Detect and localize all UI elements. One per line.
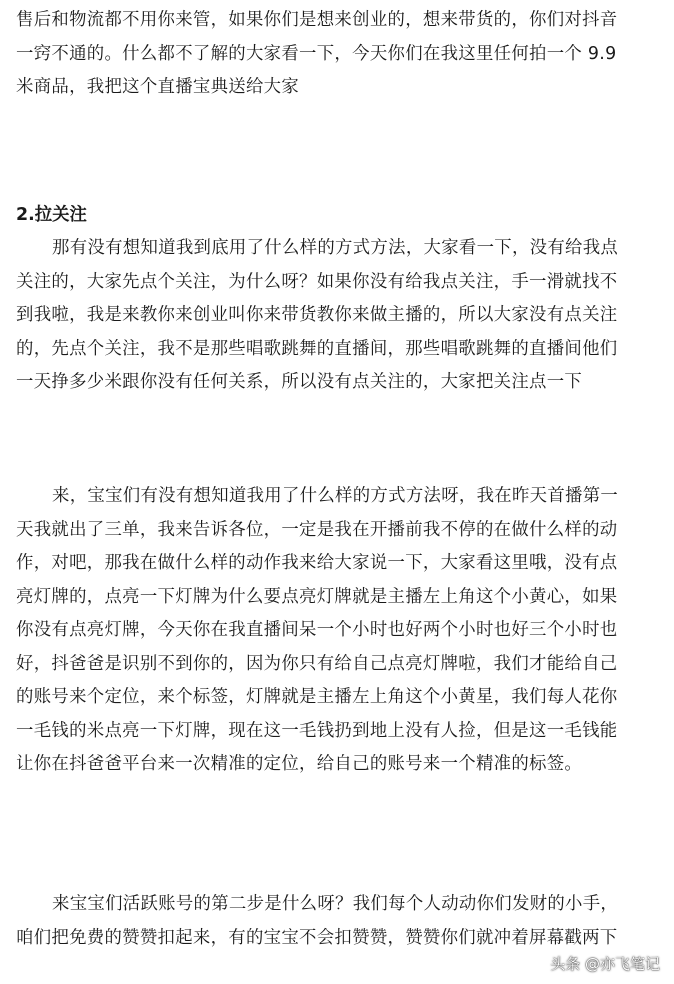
paragraph-3: 来，宝宝们有没有想知道我用了什么样的方式方法呀，我在昨天首播第一 天我就出了三单，我来告诉各位，一定是我在开播前我不停的在做什么样的动 作，对吧，那我在做什么样的动作我来给大家说一下，大家看这里哦，没有点 亮灯牌的，点亮一下灯牌为什么要点亮灯牌就是主播左上角这个小黄心，如果 你没有点亮灯牌，今天你在我直播间呆一个小时也好两个小时也好三个小时也 好，抖爸爸是识别不到你的，因为你只有给自己点亮灯牌啦，我们才能给自己 的账号来个定位，来个标签，灯牌就是主播左上角这个小黄星，我们每人花你 一毛钱的米点亮一下灯牌，现在这一毛钱扔到地上没有人捡，但是这一毛钱能 让你在抖爸爸平台来一次精准的定位，给自己的账号来一个精准的标签。	[16, 486, 619, 774]
section-heading: 2.拉关注	[16, 205, 87, 225]
paragraph-2: 那有没有想知道我到底用了什么样的方式方法，大家看一下，没有给我点 关注的，大家先点个关注，为什么呀？如果你没有给我点关注，手一滑就找不 到我啦，我是来教你来创业叫你来带货教你来做主播的，所以大家没有点关注 的，先点个关注，我不是那些唱歌跳舞的直播间，那些唱歌跳舞的直播间他们 一天挣多少米跟你没有任何关系，所以没有点关注的，大家把关注点一下	[16, 238, 619, 392]
paragraph-4: 来宝宝们活跃账号的第二步是什么呀？我们每个人动动你们发财的小手， 咱们把免费的赞赞扣起来，有的宝宝不会扣赞赞，赞赞你们就冲着屏幕戳两下	[16, 894, 619, 948]
watermark-label: 头条 @亦飞笔记	[550, 955, 660, 973]
paragraph-1: 售后和物流都不用你来管，如果你们是想来创业的，想来带货的，你们对抖音 一窍不通的。什么都不了解的大家看一下，今天你们在我这里任何拍一个 9.9 米商品，我把这个直播宝典送给大家	[16, 10, 618, 97]
